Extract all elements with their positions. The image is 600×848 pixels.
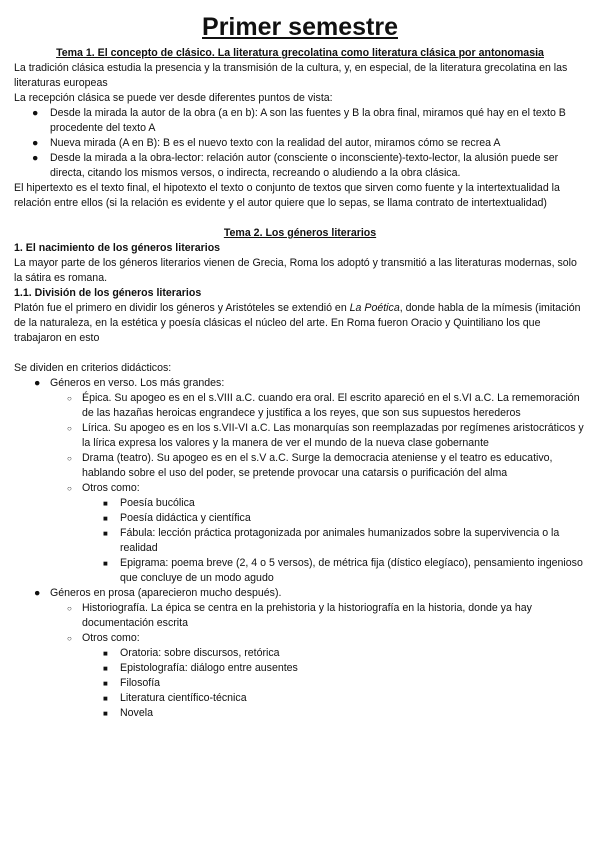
list-item: ■ Fábula: lección práctica protagonizada por animales humanizados sobre la supervivencia o la realidad [103, 527, 560, 554]
subheading-division: 1.1. División de los géneros literarios [14, 287, 202, 299]
list-item-verso: ● Géneros en verso. Los más grandes: ○ Épica. Su apogeo es en el s.VIII a.C. cuando era oral. El escrito apareció en el s.VI a.C. La rememoración de las hazañas heroicas engrandece y justifica a los reyes, que son sus supuestos herederos ○ Lírica. Su apogeo es en los s.VII-VI a.C. Las monarquías son reemplazadas por regímenes aristocráticos y la lírica expresa los valores y la manera de ver el mundo de la nueva clase gobernante ○ Drama (teatro). Su apogeo es en el s.V a.C. Surge la democracia ateniense y el teatro es educativo, hablando sobre el uso del poder, se pretende provocar una catarsis o purificación del alma ○ Otros como: ■ Poesía bucólica ■ Poesía didáctica y científica ■ Fábula: lección práctica protagonizada por animales humanizados sobre la supervivencia o la realidad ■ Epigrama: poema breve (2, 4 o 5 versos), de métrica fija (dístico elegíaco), pensamiento ingenioso que concluye de un modo agudo [50, 376, 586, 586]
list-item: ● Desde la mirada la autor de la obra (a en b): A son las fuentes y B la obra final, miramos qué hay en el texto B procedente del texto A [32, 107, 566, 134]
list-item: ○ Épica. Su apogeo es en el s.VIII a.C. cuando era oral. El escrito apareció en el s.VI a.C. La rememoración de las hazañas heroicas engrandece y justifica a los reyes, que son sus supuestos herederos [67, 392, 580, 419]
bullet-icon: ● [34, 587, 41, 599]
list-item: ○ Historiografía. La épica se centra en la prehistoria y la historiografía en la historia, donde ya hay documentación escrita [67, 602, 532, 629]
list-item: ○ Drama (teatro). Su apogeo es en el s.V a.C. Surge la democracia ateniense y el teatro es educativo, hablando sobre el uso del poder, se pretende provocar una catarsis o purificación del alma [67, 452, 553, 479]
square-bullet-icon: ■ [103, 664, 108, 673]
circle-bullet-icon: ○ [67, 484, 72, 493]
tema1-intro: La tradición clásica estudia la presencia y la transmisión de la cultura, y, en especial, de la literatura grecolatina en las literaturas europeas [14, 62, 568, 89]
nacimiento-text: La mayor parte de los géneros literarios vienen de Grecia, Roma los adoptó y transmitió a las literaturas modernas, solo la sátira es romana. [14, 257, 577, 284]
tema2-heading: Tema 2. Los géneros literarios [223, 227, 377, 239]
list-item: ● Nueva mirada (A en B): B es el nuevo texto con la realidad del autor, miramos cómo se recrea A [32, 137, 501, 149]
bullet-icon: ● [34, 377, 41, 389]
circle-bullet-icon: ○ [67, 604, 72, 613]
square-bullet-icon: ■ [103, 514, 108, 523]
bullet-icon: ● [32, 137, 39, 149]
list-item: ○ Otros como: ■ Poesía bucólica ■ Poesía didáctica y científica ■ Fábula: lección práctica protagonizada por animales humanizados sobre la supervivencia o la realidad ■ Epigrama: poema breve (2, 4 o 5 versos), de métrica fija (dístico elegíaco), pensamiento ingenioso que concluye de un modo agudo [82, 481, 586, 586]
generos-list [14, 376, 586, 721]
list-item: ■ Poesía bucólica [103, 497, 195, 509]
circle-bullet-icon: ○ [67, 424, 72, 433]
page-title: Primer semestre [202, 13, 398, 41]
list-item: ■ Poesía didáctica y científica [103, 512, 251, 524]
la-poetica-title: La Poética [349, 302, 400, 314]
bullet-icon: ● [32, 107, 39, 119]
recepcion-list [14, 106, 586, 181]
list-item: ■ Filosofía [103, 677, 161, 689]
subheading-nacimiento: 1. El nacimiento de los géneros literarios [14, 242, 221, 254]
square-bullet-icon: ■ [103, 694, 108, 703]
square-bullet-icon: ■ [103, 649, 108, 658]
list-item: ■ Epistolografía: diálogo entre ausentes [103, 662, 298, 674]
criterios-text: Se dividen en criterios didácticos: [14, 362, 172, 374]
circle-bullet-icon: ○ [67, 454, 72, 463]
tema1-hipertexto: El hipertexto es el texto final, el hipotexto el texto o conjunto de textos que sirven como fuente y la intertextualidad la relación entre ellos (si la relación es evidente y el autor quiere que lo sepas, se llama contrato de intertextualidad) [14, 182, 560, 209]
square-bullet-icon: ■ [103, 709, 108, 718]
list-item: ■ Literatura científico-técnica [103, 692, 247, 704]
tema1-heading: Tema 1. El concepto de clásico. La literatura grecolatina como literatura clásica por antonomasia [56, 47, 544, 59]
list-item: ■ Oratoria: sobre discursos, retórica [103, 647, 280, 659]
bullet-icon: ● [32, 152, 39, 164]
list-item: ○ Otros como: ■ Oratoria: sobre discursos, retórica ■ Epistolografía: diálogo entre ausentes ■ Filosofía ■ Literatura científico-técnica ■ Novela [82, 631, 586, 721]
list-item: ○ Lírica. Su apogeo es en los s.VII-VI a.C. Las monarquías son reemplazadas por regímenes aristocráticos y la lírica expresa los valores y la manera de ver el mundo de la nueva clase gobernante [67, 422, 584, 449]
square-bullet-icon: ■ [103, 499, 108, 508]
circle-bullet-icon: ○ [67, 634, 72, 643]
list-item-prosa: ● Géneros en prosa (aparecieron mucho después). ○ Historiografía. La épica se centra en la prehistoria y la historiografía en la historia, donde ya hay documentación escrita ○ Otros como: ■ Oratoria: sobre discursos, retórica ■ Epistolografía: diálogo entre ausentes ■ Filosofía ■ Literatura científico-técnica ■ Novela [50, 586, 586, 721]
square-bullet-icon: ■ [103, 559, 108, 568]
square-bullet-icon: ■ [103, 529, 108, 538]
list-item: ■ Epigrama: poema breve (2, 4 o 5 versos), de métrica fija (dístico elegíaco), pensamiento ingenioso que concluye de un modo agudo [103, 557, 583, 584]
tema1-recepcion: La recepción clásica se puede ver desde diferentes puntos de vista: [14, 92, 333, 104]
square-bullet-icon: ■ [103, 679, 108, 688]
list-item: ■ Novela [103, 707, 153, 719]
circle-bullet-icon: ○ [67, 394, 72, 403]
list-item: ● Desde la mirada a la obra-lector: relación autor (consciente o inconsciente)-texto-lector, la alusión puede ser directa, citando los mismos versos, o indirecta, recreando o aludiendo a la obra clásica. [32, 152, 559, 179]
division-text: Platón fue el primero en dividir los géneros y Aristóteles se extendió en La Poética, donde habla de la mímesis (imitación de la naturaleza, en la estética y poesía clásicas el núcleo del arte. En Roma fueron Oracio y Quintiliano los que trabajaron en esto [14, 302, 581, 344]
